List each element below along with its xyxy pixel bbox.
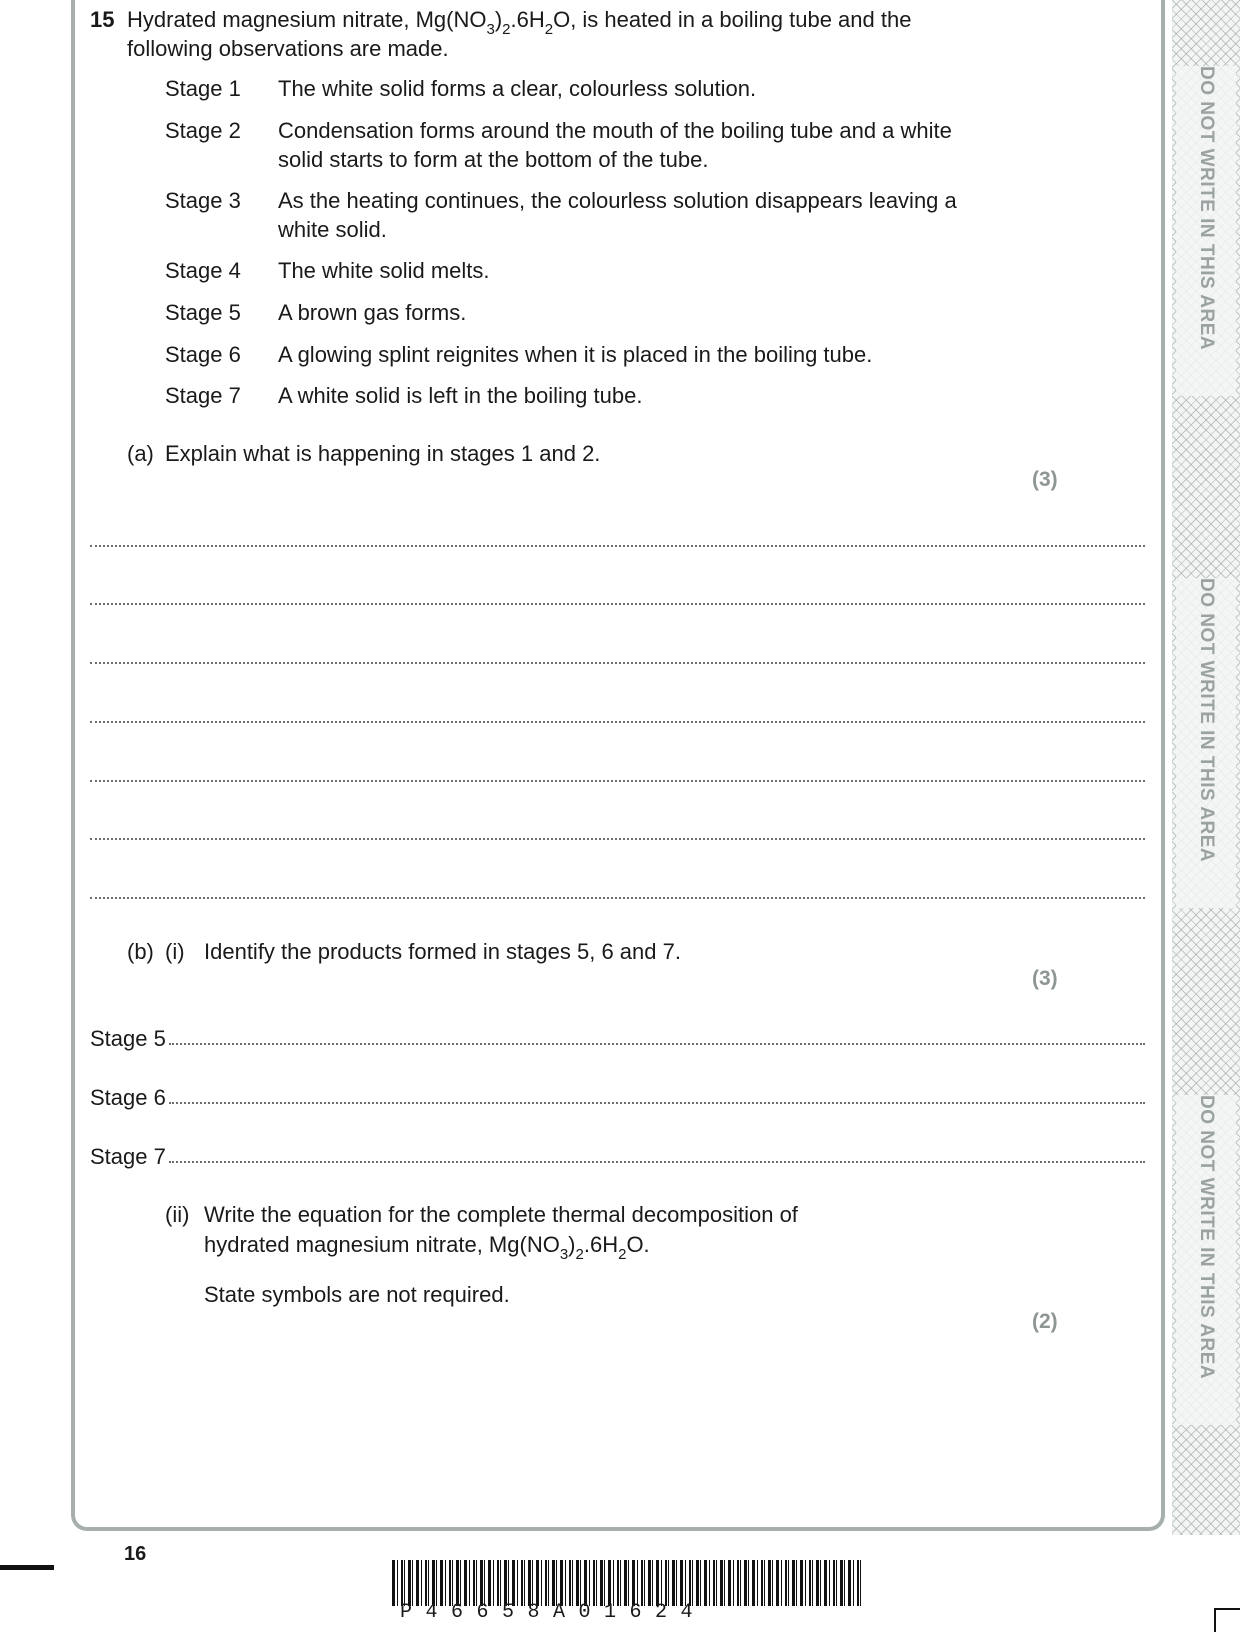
answer-stage-label: Stage 6 <box>90 1085 166 1110</box>
part-b-ii-marks: (2) <box>1032 1310 1058 1333</box>
stage-label: Stage 2 <box>165 118 241 143</box>
page-number: 16 <box>124 1543 147 1565</box>
question-intro-line1: Hydrated magnesium nitrate, $Mg(NO_3)_2.6H_2O$, is heated in a boiling tube and the <box>127 7 912 39</box>
answer-line[interactable] <box>90 603 1145 605</box>
margin-warning-2: DO NOT WRITE IN THIS AREA <box>1176 578 1236 908</box>
stage-text: white solid. <box>278 217 387 242</box>
stage-text: A brown gas forms. <box>278 300 467 325</box>
answer-line-stage-5[interactable] <box>169 1043 1145 1045</box>
stage-label: Stage 7 <box>165 383 241 408</box>
question-number: 15 <box>90 7 115 32</box>
stage-text: solid starts to form at the bottom of the tube. <box>278 147 709 172</box>
part-a-marks: (3) <box>1032 468 1058 491</box>
crop-mark <box>1214 1608 1240 1632</box>
part-b-i-text: Identify the products formed in stages 5, 6 and 7. <box>204 939 681 964</box>
part-b-i-marks: (3) <box>1032 967 1058 990</box>
answer-line[interactable] <box>90 662 1145 664</box>
answer-line[interactable] <box>90 545 1145 547</box>
part-b-label: (b) <box>127 939 154 964</box>
stage-text: A white solid is left in the boiling tube. <box>278 383 643 408</box>
stage-text: Condensation forms around the mouth of the boiling tube and a white <box>278 118 952 143</box>
stage-label: Stage 5 <box>165 300 241 325</box>
part-b-i-label: (i) <box>165 939 185 964</box>
part-b-ii-label: (ii) <box>165 1202 190 1227</box>
barcode-text: P46658A01624 <box>400 1601 707 1624</box>
answer-line[interactable] <box>90 721 1145 723</box>
part-b-ii-text-2: hydrated magnesium nitrate, $Mg(NO_3)_2.6H_2O$. <box>204 1232 650 1264</box>
stage-text: As the heating continues, the colourless solution disappears leaving a <box>278 188 957 213</box>
answer-stage-label: Stage 7 <box>90 1144 166 1169</box>
stage-label: Stage 6 <box>165 342 241 367</box>
answer-line-stage-6[interactable] <box>169 1102 1145 1104</box>
stage-text: The white solid forms a clear, colourless solution. <box>278 76 757 101</box>
page-edge-mark <box>0 1565 54 1570</box>
question-intro-line2: following observations are made. <box>127 36 449 61</box>
answer-line-stage-7[interactable] <box>169 1161 1145 1163</box>
part-b-ii-text-1: Write the equation for the complete thermal decomposition of <box>204 1202 798 1227</box>
stage-text: The white solid melts. <box>278 258 490 283</box>
part-a-text: Explain what is happening in stages 1 and 2. <box>165 441 601 466</box>
stage-label: Stage 4 <box>165 258 241 283</box>
stage-label: Stage 1 <box>165 76 241 101</box>
answer-line[interactable] <box>90 838 1145 840</box>
answer-line[interactable] <box>90 780 1145 782</box>
margin-warning-3: DO NOT WRITE IN THIS AREA <box>1176 1095 1236 1425</box>
answer-stage-label: Stage 5 <box>90 1026 166 1051</box>
margin-warning-1: DO NOT WRITE IN THIS AREA <box>1176 66 1236 396</box>
stage-label: Stage 3 <box>165 188 241 213</box>
part-b-ii-text-3: State symbols are not required. <box>204 1282 510 1307</box>
barcode-image <box>392 1560 862 1606</box>
part-a-label: (a) <box>127 441 154 466</box>
answer-line[interactable] <box>90 897 1145 899</box>
stage-text: A glowing splint reignites when it is placed in the boiling tube. <box>278 342 873 367</box>
